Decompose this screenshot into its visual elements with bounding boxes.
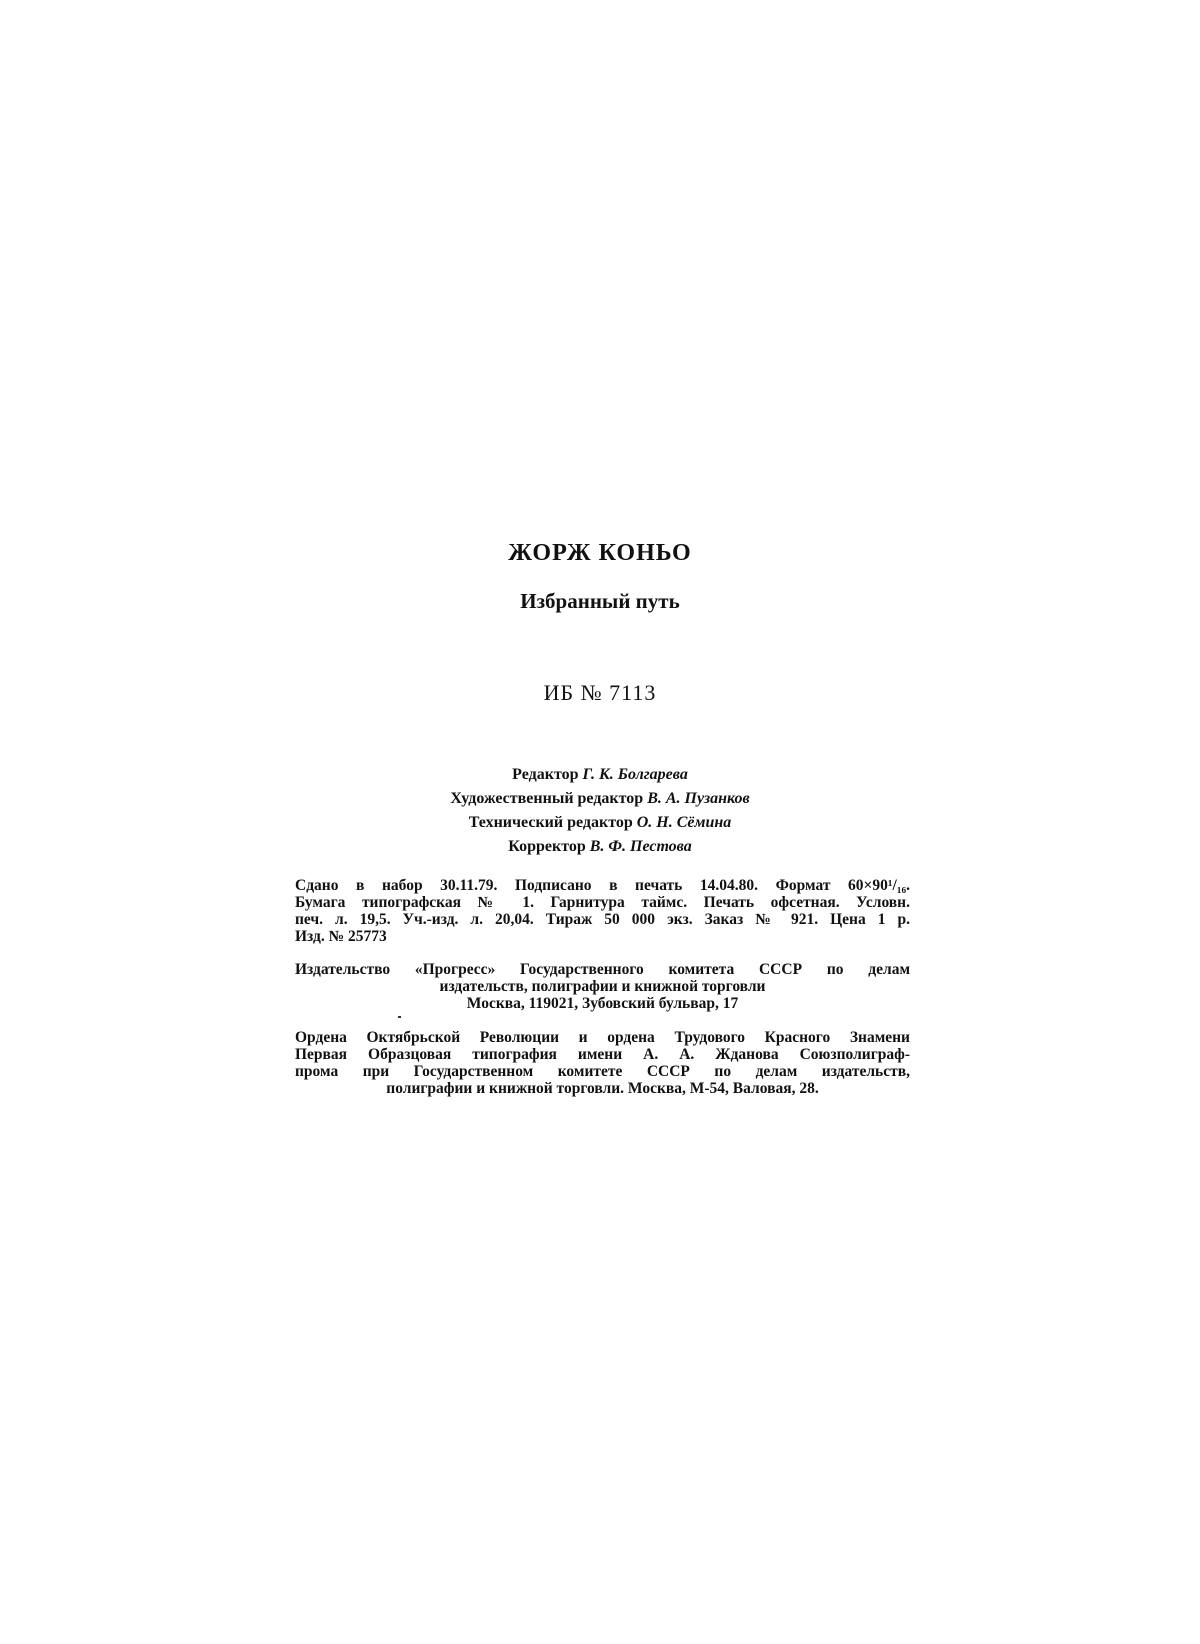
staff-role: Художественный редактор [450, 790, 644, 807]
staff-editor [0, 766, 1200, 784]
printer-line: Первая Образцовая типография имени А. А. Жданова Союзполиграф- [295, 1046, 910, 1063]
publisher-line: издательств, полиграфии и книжной торговли [439, 978, 766, 995]
author-name: ЖОРЖ КОНЬО [508, 540, 692, 566]
print-info-block [295, 877, 910, 945]
staff-proofreader [0, 838, 1200, 856]
staff-person: В. Ф. Пестова [589, 838, 692, 855]
printer-line: прома при Государственном комитете СССР по делам издательств, [295, 1063, 910, 1080]
staff-person: Г. К. Болгарева [582, 766, 688, 783]
staff-role: Корректор [508, 838, 586, 855]
printer-line: полиграфии и книжной торговли. Москва, М-54, Валовая, 28. [386, 1080, 819, 1097]
staff-person: В. А. Пузанков [647, 790, 750, 807]
print-info-line: печ. л. 19,5. Уч.-изд. л. 20,04. Тираж 50 000 экз. Заказ № 921. Цена 1 р. [295, 911, 910, 928]
ib-number: ИБ № 7113 [543, 680, 657, 705]
staff-role: Технический редактор [468, 814, 633, 831]
print-info-line: Сдано в набор 30.11.79. Подписано в печать 14.04.80. Формат 60×90¹/₁₆. [295, 877, 910, 894]
book-title: Избранный путь [520, 589, 680, 613]
print-info-line: Бумага типографская № 1. Гарнитура таймс. Печать офсетная. Условн. [295, 894, 910, 911]
publisher-address: Москва, 119021, Зубовский бульвар, 17 [466, 995, 739, 1012]
publisher-block [295, 961, 910, 1012]
staff-role: Редактор [512, 766, 579, 783]
printer-block [295, 1029, 910, 1097]
staff-technical-editor [0, 814, 1200, 832]
publisher-line: Издательство «Прогресс» Государственного комитета СССР по делам [295, 961, 910, 978]
print-speck [398, 1016, 401, 1018]
print-info-line: Изд. № 25773 [295, 928, 387, 945]
staff-person: О. Н. Сёмина [636, 814, 732, 831]
staff-art-editor [0, 790, 1200, 808]
printer-line: Ордена Октябрьской Революции и ордена Трудового Красного Знамени [295, 1029, 910, 1046]
